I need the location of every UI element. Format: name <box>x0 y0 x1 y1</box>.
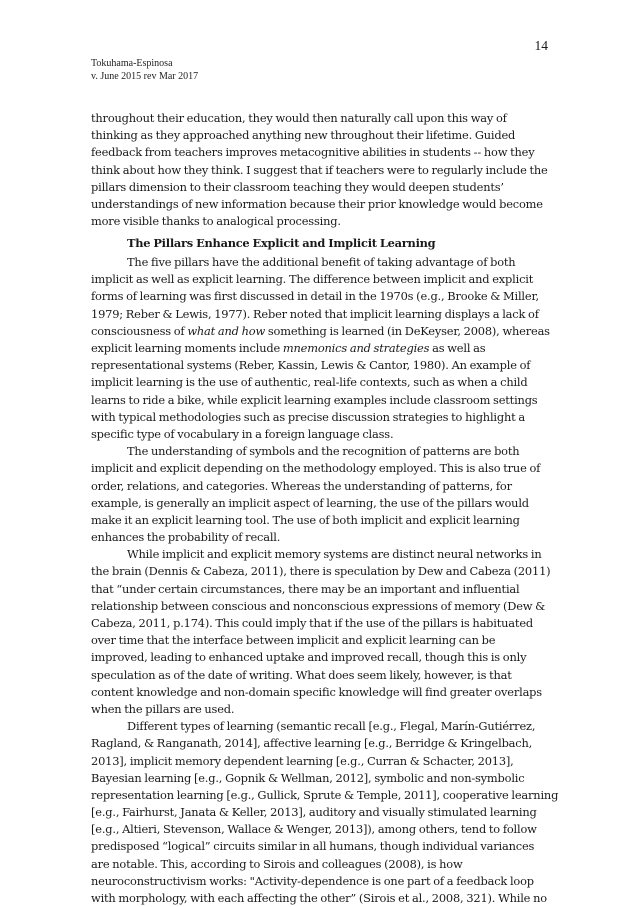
paragraph-4 <box>91 546 551 718</box>
text-line: implicit as well as explicit learning. The difference between implicit and explicit <box>91 272 534 287</box>
text-line: with morphology, with each affecting the other” (Sirois et al., 2008, 321). While no <box>91 891 547 906</box>
header-author: Tokuhama-Espinosa <box>91 58 173 69</box>
text-line: representation learning [e.g., Gullick, Sprute & Temple, 2011], cooperative learning <box>91 787 559 802</box>
paragraph-1 <box>91 110 546 230</box>
text-line: implicit and explicit depending on the methodology employed. This is also true of <box>91 461 541 476</box>
emphasis-text: what and how <box>187 323 266 338</box>
text-line: 2013], implicit memory dependent learning [e.g., Curran & Schacter, 2013], <box>91 753 514 768</box>
emphasis-text: mnemonics and strategies <box>282 341 430 356</box>
text-line: 1979; Reber & Lewis, 1977). Reber noted that implicit learning displays a lack of <box>91 306 539 321</box>
text-line: example, is generally an implicit aspect of learning, the use of the pillars would <box>91 495 529 510</box>
text-line: speculation as of the date of writing. What does seem likely, however, is that <box>91 667 512 682</box>
paragraph-5 <box>91 718 559 907</box>
text-line: Bayesian learning [e.g., Gopnik & Wellman, 2012], symbolic and non-symbolic <box>91 770 525 785</box>
text-line: The understanding of symbols and the recognition of patterns are both <box>127 444 520 459</box>
text-line: understandings of new information because their prior knowledge would become <box>91 196 543 211</box>
text-line: [e.g., Altieri, Stevenson, Wallace & Wenger, 2013]), among others, tend to follow <box>91 822 537 837</box>
running-header <box>91 58 198 83</box>
text-line <box>91 323 550 340</box>
text-line: when the pillars are used. <box>91 701 235 716</box>
text-line: predisposed “logical” circuits similar in all humans, though individual variances <box>91 839 535 854</box>
text-line: with typical methodologies such as precise discussion strategies to highlight a <box>91 409 526 424</box>
text-line: over time that the interface between implicit and explicit learning can be <box>91 633 496 648</box>
text-line: Different types of learning (semantic recall [e.g., Flegal, Marín-Gutiérrez, <box>127 719 536 734</box>
text-line: the brain (Dennis & Cabeza, 2011), there is speculation by Dew and Cabeza (2011) <box>91 564 551 579</box>
text-line: Ragland, & Ranganath, 2014], affective learning [e.g., Berridge & Kringelbach, <box>91 736 533 751</box>
text-line: content knowledge and non-domain specific knowledge will find greater overlaps <box>91 684 542 699</box>
text-line: The five pillars have the additional benefit of taking advantage of both <box>127 255 516 270</box>
text-line: enhances the probability of recall. <box>91 530 281 545</box>
text-line: throughout their education, they would then naturally call upon this way of <box>91 111 507 125</box>
text-line: specific type of vocabulary in a foreign language class. <box>91 426 394 441</box>
paragraph-3 <box>91 443 546 546</box>
document-body <box>91 110 559 907</box>
text-run: explicit learning moments include <box>91 341 283 356</box>
text-line: feedback from teachers improves metacognitive abilities in students -- how they <box>91 145 535 160</box>
text-line: order, relations, and categories. Whereas the understanding of patterns, for <box>91 478 512 493</box>
text-line: thinking as they approached anything new throughout their lifetime. Guided <box>91 128 516 143</box>
text-run: consciousness of <box>91 323 188 338</box>
text-line: While implicit and explicit memory systems are distinct neural networks in <box>127 547 542 562</box>
text-line: relationship between conscious and nonconscious expressions of memory (Dew & <box>91 598 546 613</box>
text-line: learns to ride a bike, while explicit learning examples include classroom settings <box>91 392 538 407</box>
text-run: as well as <box>429 341 486 356</box>
paragraph-2 <box>91 254 550 443</box>
text-line: neuroconstructivism works: "Activity-dependence is one part of a feedback loop <box>91 873 534 888</box>
text-line: Cabeza, 2011, p.174). This could imply that if the use of the pillars is habituated <box>91 616 533 631</box>
text-line: pillars dimension to their classroom teaching they would deepen students’ <box>91 179 504 194</box>
text-run: something is learned (in DeKeyser, 2008), whereas <box>265 323 550 338</box>
text-line: improved, leading to enhanced uptake and improved recall, though this is only <box>91 650 527 665</box>
text-line: that “under certain circumstances, there may be an important and influential <box>91 581 520 596</box>
text-line: make it an explicit learning tool. The use of both implicit and explicit learning <box>91 512 520 527</box>
header-version: v. June 2015 rev Mar 2017 <box>91 70 199 82</box>
page-number: 14 <box>534 38 548 53</box>
text-line: think about how they think. I suggest that if teachers were to regularly include the <box>91 162 548 177</box>
text-line: are notable. This, according to Sirois and colleagues (2008), is how <box>91 856 463 871</box>
text-line <box>91 340 546 357</box>
section-heading: The Pillars Enhance Explicit and Implicit Learning <box>127 235 436 250</box>
text-line: representational systems (Reber, Kassin, Lewis & Cantor, 1980). An example of <box>91 358 531 373</box>
text-line: implicit learning is the use of authentic, real-life contexts, such as when a child <box>91 375 528 390</box>
text-line: forms of learning was first discussed in detail in the 1970s (e.g., Brooke & Miller, <box>91 289 539 304</box>
text-line: more visible thanks to analogical processing. <box>91 214 341 229</box>
text-line: [e.g., Fairhurst, Janata & Keller, 2013], auditory and visually stimulated learning <box>91 805 537 820</box>
